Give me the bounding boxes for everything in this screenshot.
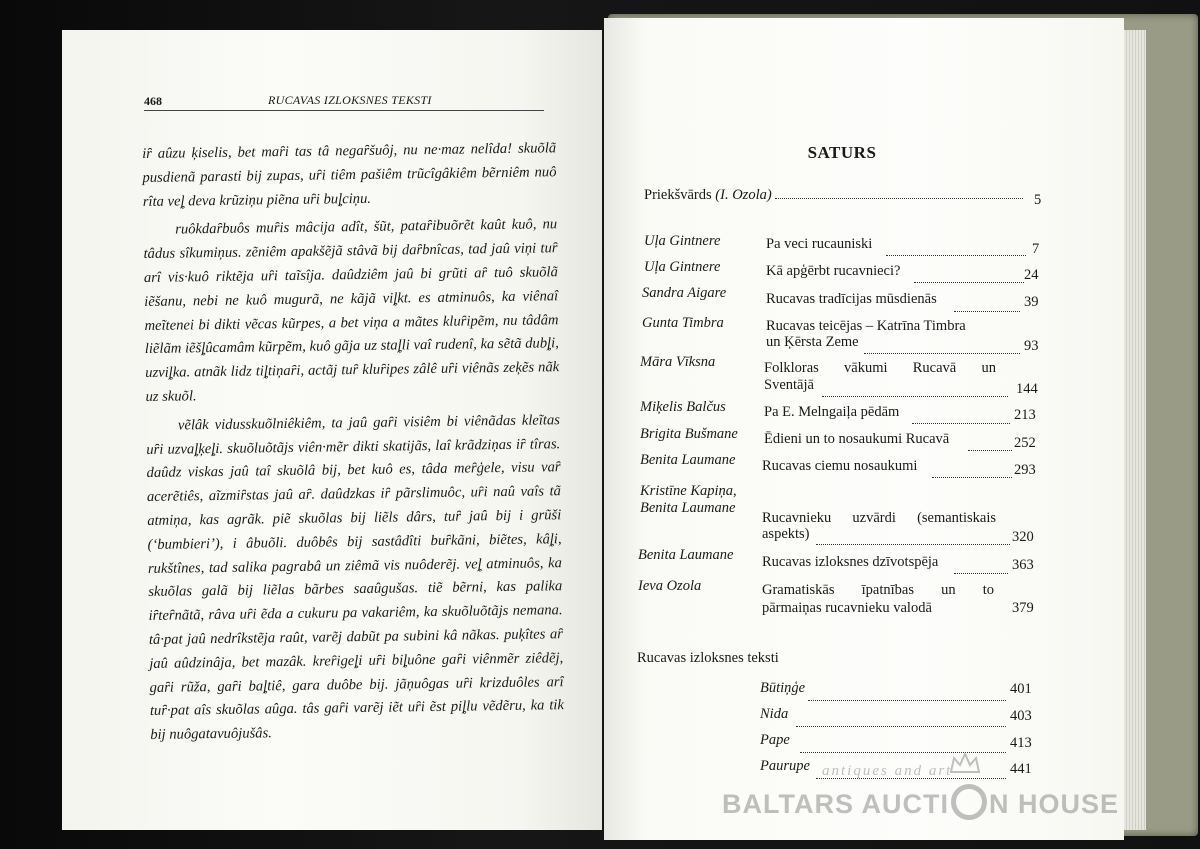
toc-title: Pa E. Melngaiļa pēdām <box>764 404 900 420</box>
toc-title: Rucavas teicējas – Katrīna Timbra <box>766 318 966 334</box>
toc-title: Rucavas izloksnes dzīvotspēja <box>762 554 939 570</box>
paragraph: vẽlâk vidusskuõlniêkiêm, ta jaû gaȓi visiêm bi viênãdas kleĩtas uȓi uzvaȴķeȴi. skuõluõtãjs viên·mẽr dikti skatijãs, laî krãdziņas iȓ tîras. daûdz viskas jaû taî skuõlâ bij, bet kuô es, tâda meȓģele, visu vaȓ acerẽtiês, aĩzmiȓstas jaû aȓ. daûdzkas iȓ pãrslimuôc, uȓi naû vaîs tã atmiņa, kas agrãk. piẽ skuõlas bij liẽls dârs, tuȓ jaû bij i grũši (‘bumbieri’), i âbuõli. duôbês bij sastâdîti buȓkãni, biẽtes, kâȴi, rukštînes, tad salika pagrabâ un ziêmã vis nuôderẽj. veȴ atminuôs, ka skuõlas galã bij liẽlas bãrbes saaûgušas. tiẽ bẽrni, kas palika iȓteȓnãtã, râva uȓi ẽda a cukuru pa vakariêm, ka skuõluõtãjs nemana. tâ·pat jaû nedrîkstẽja raût, varẽj dabũt pa subini kâ nãkas. puķîtes aȓ jaû aûdzinâja, bet mazâk. kreȓigeȴi uȓi biȴuône gaȓi viênmẽr ziêdẽj, gaȓi rũža, gaȓi baȴtiê, gara duôbe bij. jãņuôgas uȓi krizduôles arî tuȓ·pat aîs skuõlas aûga. tâs gaȓi varẽj iẽt uȓi ẽst piȴlu vẽdẽru, ka tik bij nuôgatavuôjušâs. <box>146 411 565 744</box>
toc-author: Benita Laumane <box>640 500 736 516</box>
toc-title: Gramatiskās īpatnības un to <box>762 582 994 598</box>
toc-foreword <box>644 186 1044 208</box>
toc-page: 24 <box>1024 267 1039 283</box>
crown-icon <box>948 752 982 776</box>
leader-dots <box>886 243 1026 256</box>
toc-title: Rucavas tradīcijas mūsdienās <box>766 291 937 307</box>
toc-page: 39 <box>1024 294 1039 310</box>
toc-title: Sventājā <box>764 377 814 393</box>
place-name: Nida <box>760 706 789 722</box>
section-heading: Rucavas izloksnes teksti <box>637 650 779 666</box>
toc-author: Kristīne Kapiņa, <box>640 483 737 499</box>
toc-place <box>760 706 1040 723</box>
toc-title: Kā apģērbt rucavnieci? <box>766 263 901 279</box>
toc-title: un Ķērsta Zeme <box>766 334 859 350</box>
foreword-editor: (I. Ozola) <box>715 187 772 203</box>
toc-author: Ieva Ozola <box>638 578 702 594</box>
toc-page: 320 <box>1012 529 1034 545</box>
place-name: Būtiņģe <box>760 680 806 696</box>
toc-page: 5 <box>1034 192 1042 208</box>
toc-author: Uļa Gintnere <box>644 259 721 275</box>
leader-dots <box>816 532 1010 545</box>
leader-dots <box>968 438 1012 451</box>
toc-title: Rucavas ciemu nosaukumi <box>762 458 918 474</box>
leader-dots <box>822 384 1008 397</box>
paragraph: iȓ aûzu ķiselis, bet maȓi tas tâ negaȓšuôj, nu ne·maz nelîda! skuõlã pusdienã parasti bij zupas, uȓi tiêm pašiêm trũcîgâkiêm bẽrniêm nuô rîta veȴ deva krũziņu piẽna uȓi buȴciņu. <box>142 140 557 210</box>
toc-title: pārmaiņas rucavnieku valodā <box>762 600 932 616</box>
toc-place <box>760 680 1040 697</box>
toc-title: aspekts) <box>762 526 810 542</box>
toc-author: Uļa Gintnere <box>644 233 721 249</box>
page-number: 468 <box>144 94 162 108</box>
place-name: Paurupe <box>760 758 810 774</box>
toc-author: Māra Vīksna <box>640 354 716 370</box>
leader-dots <box>912 411 1010 424</box>
leader-dots <box>932 465 1012 478</box>
leader-dots <box>954 299 1020 312</box>
leader-dots <box>914 270 1024 283</box>
toc-title: Folkloras vākumi Rucavā un <box>764 360 996 376</box>
toc-author: Gunta Timbra <box>642 315 724 331</box>
leader-dots <box>954 561 1008 574</box>
toc-page: 401 <box>1010 681 1032 697</box>
toc-author: Brigita Bušmane <box>640 426 738 442</box>
place-name: Pape <box>760 732 790 748</box>
paragraph: ruôkdaȓbuôs muȓis mâcija adît, šũt, pataȓibuõrẽt kaût kuô, nu tâdus sîkumiņus. zẽniêm apakšẽjã stâvã bij daȓbnîcas, tad jaû viņi tuȓ arî vis·kuô riktẽja uȓi taĩsîja. daûdziêm jaû bi grũti aȓ tuô skuõlã iẽšanu, nebi ne kuô mugurã, ne kãjã viȴkt. es atminuôs, ka viênaî meĩtenei bi dikti vẽcas kũrpes, a bet viņa a mãtes kluȓipẽm, nu tâdâm liẽlãm iẽšȴûcamâm kũrpẽm, kuô gãja uz staȴli vaî rudenî, ka sẽtã dubȴi, uzviȴka. atnãk lidz tiȴtiņaȓi, actãj tuȓ kluȓipes zâlê uȓi viênãs zeķẽs nãk uz skuõl. <box>143 216 560 405</box>
toc-page: 7 <box>1032 241 1040 257</box>
body-text <box>142 137 564 748</box>
leader-dots <box>796 714 1006 727</box>
toc-author: Miķelis Balčus <box>640 399 726 415</box>
toc-page: 379 <box>1012 600 1034 616</box>
running-head <box>144 94 544 111</box>
toc-place <box>760 732 1040 749</box>
toc-heading: SATURS <box>807 143 877 162</box>
toc-author: Benita Laumane <box>640 452 736 468</box>
toc-title: Rucavnieku uzvārdi (semantiskais <box>762 510 996 526</box>
running-title: RUCAVAS IZLOKSNES TEKSTI <box>268 93 432 107</box>
toc-page: 93 <box>1024 338 1039 354</box>
toc-author: Sandra Aigare <box>642 285 727 301</box>
watermark-right: N HOUSE <box>988 789 1120 819</box>
watermark <box>722 784 1122 824</box>
foreword-title: Priekšvārds <box>644 187 712 203</box>
watermark-left: BALTARS AUCTI <box>722 789 949 819</box>
toc-title: Pa veci rucauniski <box>766 236 873 252</box>
watermark-o-icon <box>951 784 987 820</box>
watermark-subtitle: antiques and art <box>822 763 953 779</box>
leader-dots <box>775 186 1023 199</box>
leader-dots <box>864 341 1020 354</box>
toc-page: 403 <box>1010 708 1032 724</box>
toc-page: 363 <box>1012 557 1034 573</box>
toc-page: 252 <box>1014 435 1036 451</box>
page-edges <box>1124 30 1146 830</box>
leader-dots <box>808 688 1006 701</box>
toc-author: Benita Laumane <box>638 547 734 563</box>
toc-page: 213 <box>1014 407 1036 423</box>
toc-page: 293 <box>1014 462 1036 478</box>
toc-page: 441 <box>1010 761 1032 777</box>
toc-page: 413 <box>1010 735 1032 751</box>
toc-title: Ēdieni un to nosaukumi Rucavā <box>764 431 950 447</box>
toc-page: 144 <box>1016 381 1038 397</box>
